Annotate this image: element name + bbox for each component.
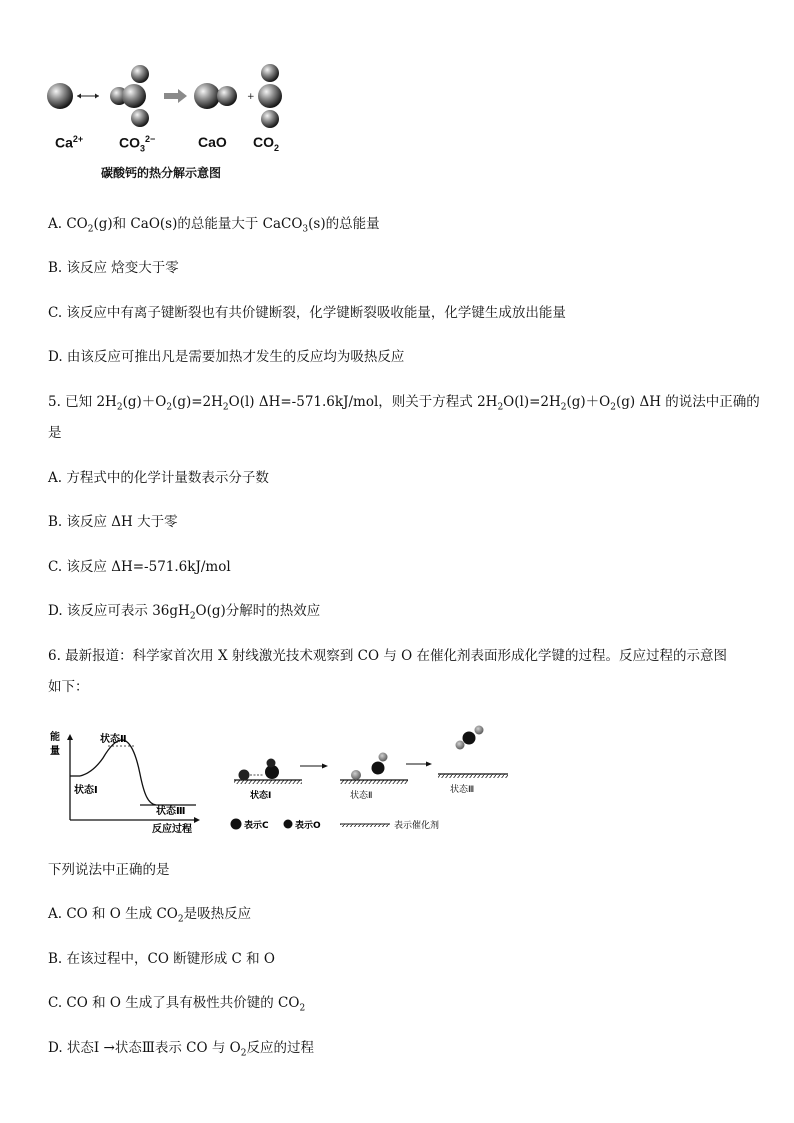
label-co3-ion: $CO_3^{2-}$ [119, 134, 156, 154]
legend-catalyst-label: 表示催化剂 [394, 821, 440, 831]
co3-o-bottom [131, 109, 149, 127]
legend-c-label: 表示C [244, 821, 269, 831]
co2-o-bottom [261, 110, 279, 128]
cao-ca-sphere [194, 83, 220, 109]
q6-option-c: C. CO 和 O 生成了具有极性共价键的 $CO_2$ [48, 995, 306, 1014]
cao-o-sphere [217, 86, 237, 106]
q6-option-a: A. CO 和 O 生成 $CO_2$是吸热反应 [48, 906, 252, 925]
scene1-o-atom [239, 770, 250, 781]
label-co2: $CO_2$ [253, 134, 280, 153]
co2-o-top [261, 64, 279, 82]
energy-profile-diagram [48, 726, 208, 836]
q5-stem: 5. 已知 $2H_2(g)+O_2(g)=2H_2O(l)$ ΔH=-571.6kJ/mol，则关于方程式 $2H_2O(l)=2H_2(g)+O_2(g)$ ΔH 的说法中正确的 [48, 394, 760, 413]
scene1-label: 状态Ⅰ [250, 791, 272, 801]
q4-option-a: A. $CO_2(g)$和 CaO(s)的总能量大于 CaCO$_3$(s)的总能量 [48, 216, 380, 235]
q6-prompt: 下列说法中正确的是 [48, 862, 170, 878]
co3-o-top [131, 65, 149, 83]
y-axis-label-1: 能 [50, 732, 60, 743]
co2-c-center [258, 84, 282, 108]
q6-stem: 6. 最新报道：科学家首次用 X 射线激光技术观察到 CO 与 O 在催化剂表面形成化学键的过程。反应过程的示意图 [48, 648, 727, 664]
scene1-co-o-atom [267, 759, 276, 768]
q6-option-b: B. 在该过程中，CO 断键形成 C 和 O [48, 951, 275, 967]
q6-stem-line2: 如下： [48, 679, 89, 695]
q4-option-d: D. 由该反应可推出凡是需要加热才发生的反应均为吸热反应 [48, 349, 405, 365]
legend-c-icon [231, 819, 242, 830]
x-axis-label: 反应过程 [152, 824, 192, 835]
scene3-o-atom-2 [475, 726, 484, 735]
label-cao: CaO [198, 134, 227, 150]
reaction-arrow-icon [164, 89, 187, 103]
catalyst-surface-scenes [220, 720, 520, 840]
legend-catalyst-icon [340, 824, 390, 827]
scene2-label: 状态Ⅱ [350, 791, 373, 801]
state-3-label: 状态Ⅲ [156, 806, 186, 817]
scene3-c-atom [463, 732, 476, 745]
ca-ion-sphere [47, 83, 73, 109]
figure-caption: 碳酸钙的热分解示意图 [101, 166, 222, 180]
q5-option-d: D. 该反应可表示 $36gH_2O(g)$分解时的热效应 [48, 603, 321, 622]
plus-sign: + [247, 92, 255, 102]
legend-o-label: 表示O [295, 821, 321, 831]
q5-option-a: A. 方程式中的化学计量数表示分子数 [48, 470, 269, 486]
state-1-label: 状态Ⅰ [74, 785, 98, 796]
scene2-co-o-atom [379, 753, 388, 762]
y-axis-label-2: 量 [50, 746, 60, 757]
q5-stem-line2: 是 [48, 425, 62, 441]
q5-option-b: B. 该反应 ΔH 大于零 [48, 514, 178, 530]
state-2-label: 状态Ⅱ [100, 734, 127, 745]
label-ca-ion: $Ca^{2+}$ [55, 134, 84, 151]
scene2-o-atom [351, 770, 361, 780]
scene3-label: 状态Ⅲ [450, 785, 475, 795]
q6-option-d: D. 状态Ⅰ →状态Ⅲ表示 CO 与 $O_2$反应的过程 [48, 1040, 314, 1059]
scene3-o-atom-1 [456, 741, 465, 750]
q5-option-c: C. 该反应 ΔH=-571.6kJ/mol [48, 559, 231, 575]
q4-option-c: C. 该反应中有离子键断裂也有共价键断裂，化学键断裂吸收能量，化学键生成放出能量 [48, 305, 566, 321]
q4-option-b: B. 该反应 焓变大于零 [48, 260, 179, 276]
legend-o-icon [284, 820, 293, 829]
scene2-c-atom [372, 762, 385, 775]
co3-c-center [122, 84, 146, 108]
caco3-decomposition-figure [40, 58, 310, 138]
